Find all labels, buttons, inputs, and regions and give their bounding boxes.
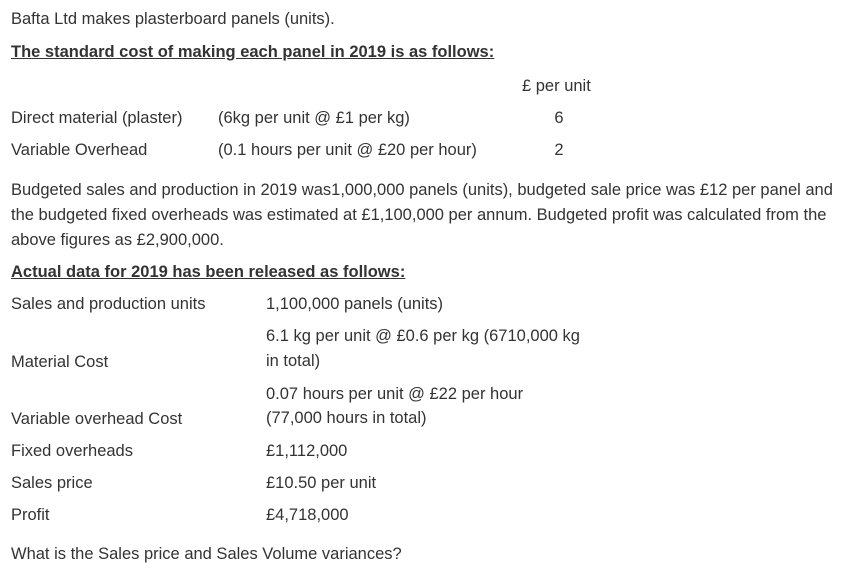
row-value: £10.50 per unit (266, 474, 377, 492)
row-value: 2 (554, 141, 564, 159)
row-value: 0.07 hours per unit @ £22 per hour (266, 385, 524, 403)
intro-text: Bafta Ltd makes plasterboard panels (units). (11, 10, 335, 28)
question-text: What is the Sales price and Sales Volume variances? (11, 545, 402, 563)
row-label: Profit (11, 506, 50, 524)
row-value: £1,112,000 (266, 442, 348, 460)
row-label: Direct material (plaster) (11, 109, 183, 127)
actual-data-heading: Actual data for 2019 has been released as follows: (11, 263, 406, 281)
row-label: Sales and production units (11, 295, 206, 313)
row-label: Variable overhead Cost (11, 410, 183, 428)
row-label: Material Cost (11, 353, 109, 371)
per-unit-column-header: £ per unit (522, 77, 591, 95)
budget-paragraph: Budgeted sales and production in 2019 was1,000,000 panels (units), budgeted sale price was £12 per panel and the budgeted fixed overheads was estimated at £1,100,000 per annum. Budgeted profit was calculated from the above figures as £2,900,000. (11, 181, 833, 249)
row-label: Variable Overhead (11, 141, 148, 159)
row-label: Fixed overheads (11, 442, 133, 460)
row-value: 6 (554, 109, 564, 127)
row-value-continued: in total) (266, 352, 321, 370)
row-value-continued: (77,000 hours in total) (266, 409, 427, 427)
row-detail: (0.1 hours per unit @ £20 per hour) (218, 141, 477, 159)
row-value: £4,718,000 (266, 506, 349, 524)
row-value: 6.1 kg per unit @ £0.6 per kg (6710,000 kg (266, 327, 580, 345)
row-detail: (6kg per unit @ £1 per kg) (218, 109, 410, 127)
row-value: 1,100,000 panels (units) (266, 295, 444, 313)
row-label: Sales price (11, 474, 93, 492)
standard-cost-heading: The standard cost of making each panel in 2019 is as follows: (11, 43, 495, 61)
